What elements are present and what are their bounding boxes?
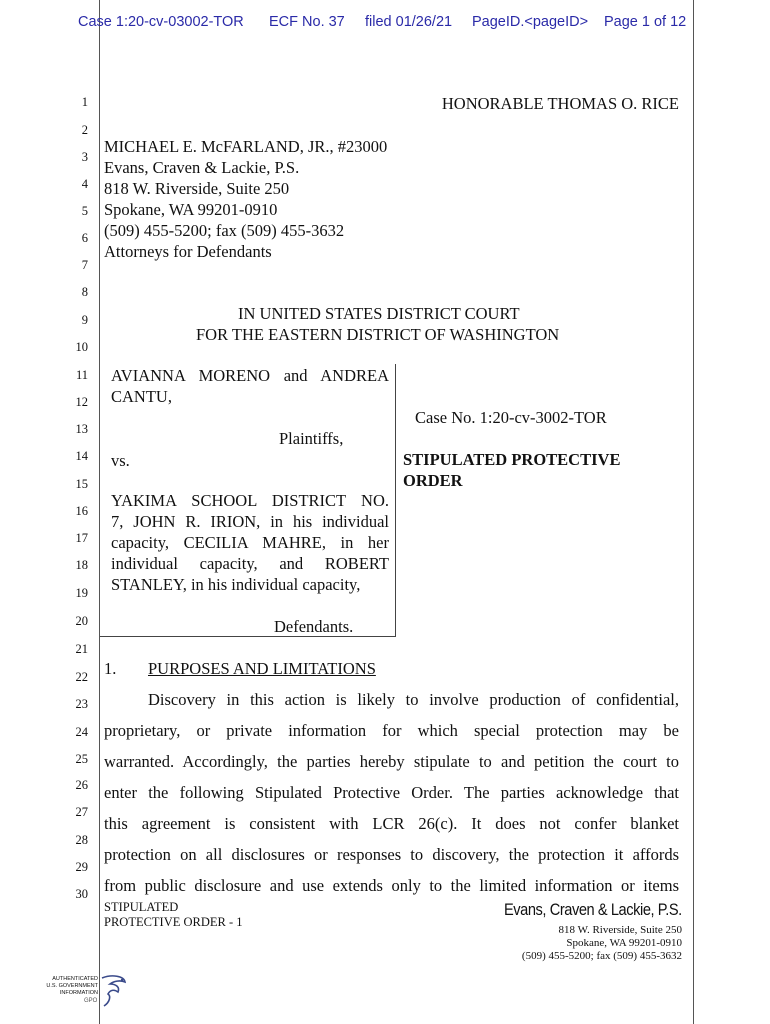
line-number: 27	[75, 805, 88, 819]
line-number: 15	[75, 477, 88, 491]
line-number: 21	[75, 642, 88, 656]
counsel-line: Attorneys for Defendants	[104, 242, 272, 261]
counsel-line: (509) 455-5200; fax (509) 455-3632	[104, 221, 345, 240]
line-number: 2	[81, 123, 88, 137]
header-filed: filed 01/26/21	[365, 14, 453, 30]
line-number: 17	[75, 531, 88, 545]
line-number: 22	[75, 670, 88, 684]
defendants-line: individual capacity, and ROBERT	[111, 554, 389, 573]
footer-address: Spokane, WA 99201-0910	[566, 937, 682, 949]
right-margin-line	[693, 0, 694, 1024]
body-line: proprietary, or private information for which special protection may be	[104, 721, 679, 740]
body-line: Discovery in this action is likely to involve production of confidential,	[148, 690, 679, 709]
line-number: 8	[81, 285, 88, 299]
line-number: 25	[75, 752, 88, 766]
line-number: 19	[75, 586, 88, 600]
counsel-line: MICHAEL E. McFARLAND, JR., #23000	[104, 137, 388, 156]
counsel-line: 818 W. Riverside, Suite 250	[104, 179, 290, 198]
defendants-line: capacity, CECILIA MAHRE, in her	[111, 533, 389, 552]
line-number: 20	[75, 614, 88, 628]
line-number: 26	[75, 778, 88, 792]
line-number: 1	[81, 95, 88, 109]
footer-phone: (509) 455-5200; fax (509) 455-3632	[521, 950, 682, 962]
body-line: enter the following Stipulated Protective Order. The parties acknowledge that	[104, 783, 679, 802]
section-heading: PURPOSES AND LIMITATIONS	[148, 659, 376, 678]
seal-mark: GPO	[84, 998, 98, 1004]
line-number: 13	[75, 422, 88, 436]
footer-firm-name: Evans, Craven & Lackie, P.S.	[504, 900, 682, 919]
judge-name: HONORABLE THOMAS O. RICE	[441, 94, 679, 113]
line-number: 6	[81, 231, 88, 245]
document-title: ORDER	[403, 471, 463, 490]
plaintiffs-label: Plaintiffs,	[279, 429, 344, 448]
line-number: 29	[75, 860, 88, 874]
line-number: 7	[81, 258, 88, 272]
line-number: 5	[81, 204, 88, 218]
seal-text: AUTHENTICATED	[52, 976, 98, 982]
counsel-line: Evans, Craven & Lackie, P.S.	[104, 158, 300, 177]
plaintiffs-line: AVIANNA MORENO and ANDREA	[111, 366, 389, 385]
line-number: 9	[81, 313, 88, 327]
line-number: 18	[75, 558, 88, 572]
body-line: from public disclosure and use extends only to the limited information or items	[104, 876, 679, 895]
body-line: this agreement is consistent with LCR 26(c). It does not confer blanket	[104, 814, 679, 833]
line-number: 24	[75, 725, 88, 739]
seal-text: U.S. GOVERNMENT	[46, 983, 98, 989]
versus-label: vs.	[111, 451, 130, 470]
defendants-line: STANLEY, in his individual capacity,	[111, 575, 361, 594]
defendants-line: YAKIMA SCHOOL DISTRICT NO.	[111, 491, 389, 510]
body-line: protection on all disclosures or responses to discovery, the protection it affords	[104, 845, 679, 864]
section-number: 1.	[104, 659, 117, 678]
header-page: Page 1 of 12	[604, 14, 687, 30]
court-line-1: IN UNITED STATES DISTRICT COURT	[238, 304, 520, 323]
line-number: 11	[75, 368, 88, 382]
line-number: 23	[75, 697, 88, 711]
line-number: 14	[75, 449, 88, 463]
counsel-line: Spokane, WA 99201-0910	[104, 200, 278, 219]
line-number: 3	[81, 150, 88, 164]
gpo-seal	[40, 974, 130, 1014]
case-number: Case No. 1:20-cv-3002-TOR	[415, 408, 607, 427]
eagle-icon	[98, 974, 128, 1010]
header-ecf: ECF No. 37	[269, 14, 345, 30]
line-number: 16	[75, 504, 88, 518]
court-line-2: FOR THE EASTERN DISTRICT OF WASHINGTON	[196, 325, 560, 344]
line-number: 12	[75, 395, 88, 409]
line-number: 30	[75, 887, 88, 901]
footer-doc-title: STIPULATED	[104, 900, 179, 914]
header-case: Case 1:20-cv-03002-TOR	[78, 14, 244, 30]
line-number: 10	[75, 340, 88, 354]
defendants-label: Defendants.	[274, 617, 354, 636]
footer-address: 818 W. Riverside, Suite 250	[558, 924, 682, 936]
footer-doc-title: PROTECTIVE ORDER - 1	[104, 915, 243, 929]
line-number: 28	[75, 833, 88, 847]
seal-text: INFORMATION	[59, 990, 98, 996]
plaintiffs-line: CANTU,	[111, 387, 172, 406]
defendants-line: 7, JOHN R. IRION, in his individual	[111, 512, 389, 531]
body-line: warranted. Accordingly, the parties hereby stipulate to and petition the court to	[104, 752, 679, 771]
line-number: 4	[81, 177, 88, 191]
document-title: STIPULATED PROTECTIVE	[403, 450, 621, 469]
header-pageid: PageID.<pageID>	[472, 14, 589, 30]
